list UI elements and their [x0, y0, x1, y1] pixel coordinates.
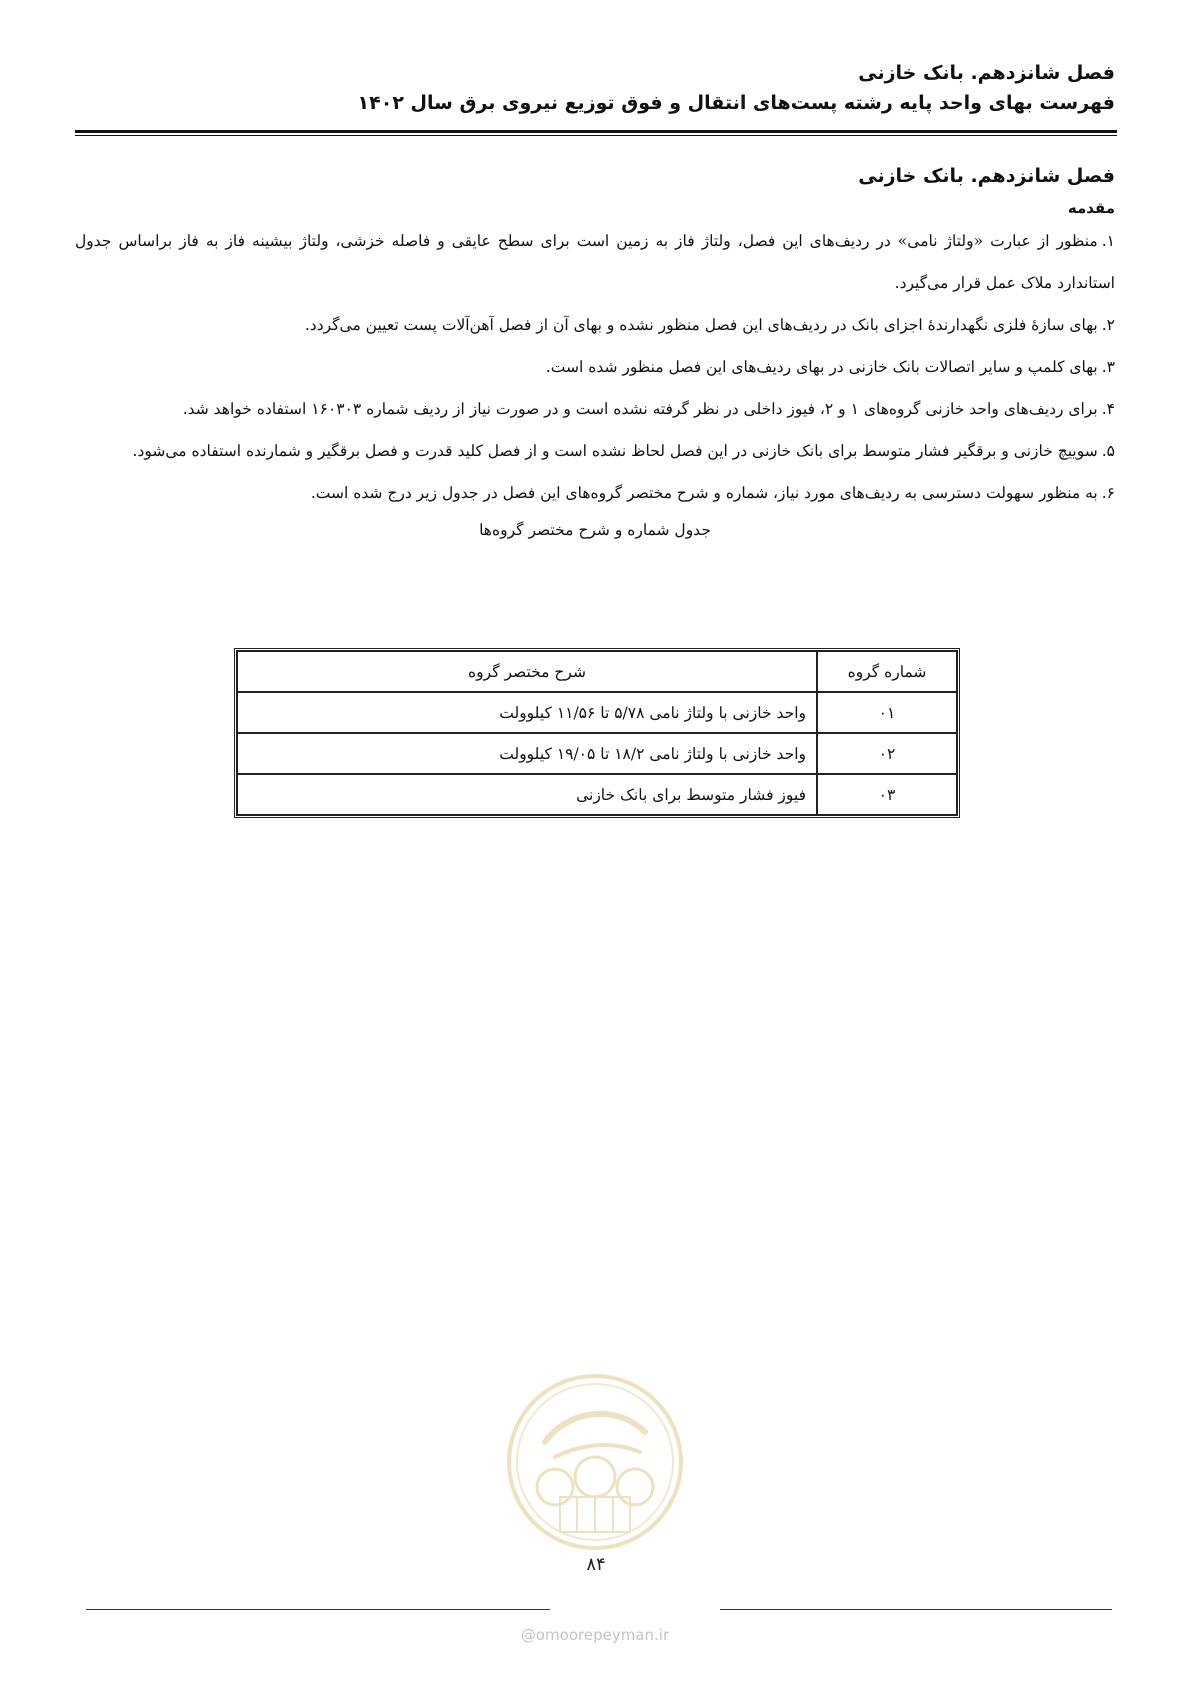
header-price-list-title: فهرست بهای واحد پایه رشته پست‌های انتقال و فوق توزیع نیروی برق سال ۱۴۰۲	[357, 92, 1115, 114]
group-number-cell: ۰۱	[817, 692, 957, 733]
note-number: ۵.	[1101, 442, 1115, 460]
website-watermark: @omoorepeyman.ir	[520, 1626, 670, 1644]
footer-rule	[86, 1609, 550, 1610]
note-number: ۱.	[1101, 232, 1115, 250]
note-text: بهای سازهٔ فلزی نگهدارندهٔ اجزای بانک در ردیف‌های این فصل منظور نشده و بهای آن از فصل آهن‌آلات پست تعیین می‌گردد.	[304, 316, 1098, 334]
note-number: ۶.	[1101, 484, 1115, 502]
header-rule-thin	[75, 135, 1117, 136]
note-number: ۴.	[1101, 400, 1115, 418]
page-header	[75, 58, 1115, 118]
note-item	[75, 346, 1115, 388]
header-group-description: شرح مختصر گروه	[237, 651, 817, 692]
note-item	[75, 304, 1115, 346]
note-item	[75, 220, 1115, 304]
group-description-cell: فیوز فشار متوسط برای بانک خازنی	[237, 774, 817, 815]
header-rule-thick	[75, 130, 1117, 133]
header-chapter-title: فصل شانزدهم. بانک خازنی	[858, 62, 1115, 84]
note-item	[75, 430, 1115, 472]
page-content	[75, 162, 1115, 542]
footer-rule	[720, 1609, 1112, 1610]
note-text: بهای کلمپ و سایر اتصالات بانک خازنی در بهای ردیف‌های این فصل منظور شده است.	[545, 358, 1098, 376]
table-row	[237, 692, 957, 733]
group-description-cell: واحد خازنی با ولتاژ نامی ۵/۷۸ تا ۱۱/۵۶ کیلوولت	[237, 692, 817, 733]
note-number: ۲.	[1101, 316, 1115, 334]
table-header-row	[237, 651, 957, 692]
table-row	[237, 733, 957, 774]
header-group-number: شماره گروه	[817, 651, 957, 692]
group-number-cell: ۰۲	[817, 733, 957, 774]
intro-heading: مقدمه	[1067, 199, 1115, 217]
note-text: سوییچ خازنی و برقگیر فشار متوسط برای بانک خازنی در این فصل لحاظ نشده است و از فصل کلید قدرت و فصل برقگیر و شمارنده استفاده می‌شود.	[132, 442, 1098, 460]
page-number: ۸۴	[586, 1554, 606, 1575]
note-item	[75, 388, 1115, 430]
group-number-cell: ۰۳	[817, 774, 957, 815]
group-description-cell: واحد خازنی با ولتاژ نامی ۱۸/۲ تا ۱۹/۰۵ کیلوولت	[237, 733, 817, 774]
note-item	[75, 472, 1115, 514]
groups-table	[234, 648, 960, 818]
note-number: ۳.	[1101, 358, 1115, 376]
note-text: منظور از عبارت «ولتاژ نامی» در ردیف‌های این فصل، ولتاژ فاز به زمین است برای سطح عایقی و فاصله خزشی، ولتاژ بیشینه فاز به فاز براساس جدول استاندارد ملاک عمل قرار می‌گیرد.	[75, 232, 1115, 292]
table-caption: جدول شماره و شرح مختصر گروه‌ها	[479, 521, 711, 539]
table-row	[237, 774, 957, 815]
omoorepeyman-logo-icon	[505, 1372, 685, 1552]
section-title: فصل شانزدهم. بانک خازنی	[858, 165, 1115, 187]
note-text: برای ردیف‌های واحد خازنی گروه‌های ۱ و ۲، فیوز داخلی در نظر گرفته نشده است و در صورت نیاز از ردیف شماره ۱۶۰۳۰۳ استفاده خواهد شد.	[182, 400, 1098, 418]
note-text: به منظور سهولت دسترسی به ردیف‌های مورد نیاز، شماره و شرح مختصر گروه‌های این فصل در جدول زیر درج شده است.	[310, 484, 1098, 502]
